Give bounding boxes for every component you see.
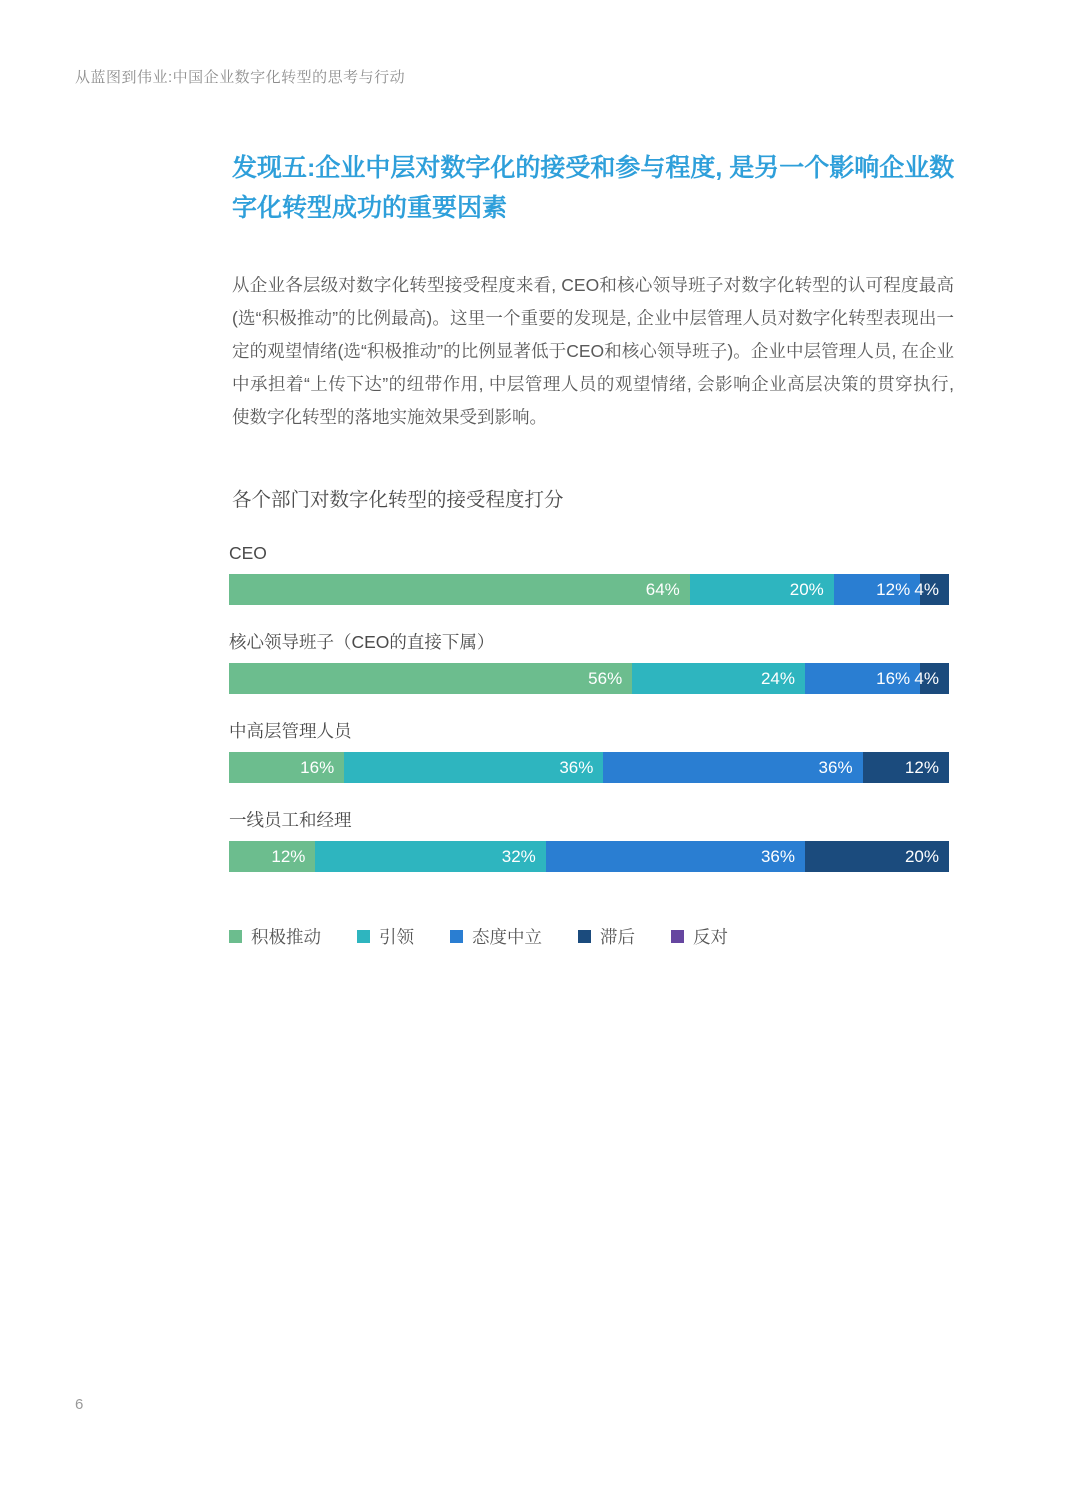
bar-value-label: 36% xyxy=(760,846,795,866)
bar-segment-lead xyxy=(344,752,603,783)
chart-row xyxy=(229,808,949,872)
bar-segment-neutral xyxy=(834,574,920,605)
chart-legend xyxy=(229,924,728,949)
bar-segment-neutral xyxy=(546,841,805,872)
stacked-bar xyxy=(229,663,949,694)
bar-value-label: 32% xyxy=(501,846,536,866)
legend-color-swatch xyxy=(450,930,463,943)
bar-value-label: 24% xyxy=(760,668,795,688)
stacked-bar xyxy=(229,841,949,872)
bar-value-label: 4% xyxy=(914,579,939,599)
legend-color-swatch xyxy=(578,930,591,943)
document-header: 从蓝图到伟业:中国企业数字化转型的思考与行动 xyxy=(75,69,406,86)
legend-item-lead xyxy=(357,924,414,949)
legend-item-oppose xyxy=(671,924,728,949)
bar-segment-lead xyxy=(690,574,834,605)
legend-label: 反对 xyxy=(693,927,728,947)
chart-row xyxy=(229,541,949,605)
bar-segment-lag xyxy=(914,663,949,694)
stacked-bar-chart xyxy=(229,541,949,897)
stacked-bar xyxy=(229,752,949,783)
bar-value-label: 64% xyxy=(645,579,680,599)
legend-item-neutral xyxy=(450,924,542,949)
bar-value-label: 4% xyxy=(914,668,939,688)
chart-row xyxy=(229,630,949,694)
bar-value-label: 16% xyxy=(300,757,335,777)
chart-title: 各个部门对数字化转型的接受程度打分 xyxy=(232,489,564,511)
bar-category-label: 核心领导班子（CEO的直接下属） xyxy=(229,632,495,652)
bar-value-label: 36% xyxy=(559,757,594,777)
bar-segment-neutral xyxy=(603,752,862,783)
legend-label: 态度中立 xyxy=(472,927,542,947)
legend-label: 引领 xyxy=(379,927,414,947)
bar-value-label: 20% xyxy=(789,579,824,599)
bar-value-label: 20% xyxy=(904,846,939,866)
bar-category-label: CEO xyxy=(229,543,267,563)
bar-segment-promote xyxy=(229,752,344,783)
legend-color-swatch xyxy=(229,930,242,943)
bar-segment-lag xyxy=(805,841,949,872)
bar-category-label: 一线员工和经理 xyxy=(229,810,352,830)
legend-item-lag xyxy=(578,924,635,949)
bar-category-label: 中高层管理人员 xyxy=(229,721,352,741)
legend-color-swatch xyxy=(357,930,370,943)
bar-value-label: 12% xyxy=(904,757,939,777)
bar-segment-promote xyxy=(229,841,315,872)
bar-value-label: 56% xyxy=(588,668,623,688)
bar-value-label: 12% xyxy=(271,846,306,866)
legend-label: 积极推动 xyxy=(251,927,321,947)
bar-segment-lead xyxy=(632,663,805,694)
legend-color-swatch xyxy=(671,930,684,943)
chart-row xyxy=(229,719,949,783)
stacked-bar xyxy=(229,574,949,605)
bar-value-label: 36% xyxy=(818,757,853,777)
bar-segment-promote xyxy=(229,663,632,694)
bar-segment-lag xyxy=(863,752,949,783)
page-number: 6 xyxy=(75,1396,84,1413)
bar-value-label: 16% xyxy=(876,668,911,688)
bar-segment-promote xyxy=(229,574,690,605)
bar-segment-lead xyxy=(315,841,545,872)
legend-label: 滞后 xyxy=(600,927,635,947)
bar-value-label: 12% xyxy=(876,579,911,599)
bar-segment-lag xyxy=(914,574,949,605)
section-heading: 发现五:企业中层对数字化的接受和参与程度, 是另一个影响企业数字化转型成功的重要因素 xyxy=(232,154,955,222)
body-paragraph: 从企业各层级对数字化转型接受程度来看, CEO和核心领导班子对数字化转型的认可程度最高(选“积极推动”的比例最高)。这里一个重要的发现是, 企业中层管理人员对数字化转型表现出一定的观望情绪(选“积极推动”的比例显著低于CEO和核心领导班子)。企业中层管理人员, 在企业中承担着“上传下达”的纽带作用, 中层管理人员的观望情绪, 会影响企业高层决策的贯穿执行, 使数字化转型的落地实施效果受到影响。 xyxy=(232,275,954,427)
legend-item-promote xyxy=(229,924,321,949)
bar-segment-neutral xyxy=(805,663,920,694)
